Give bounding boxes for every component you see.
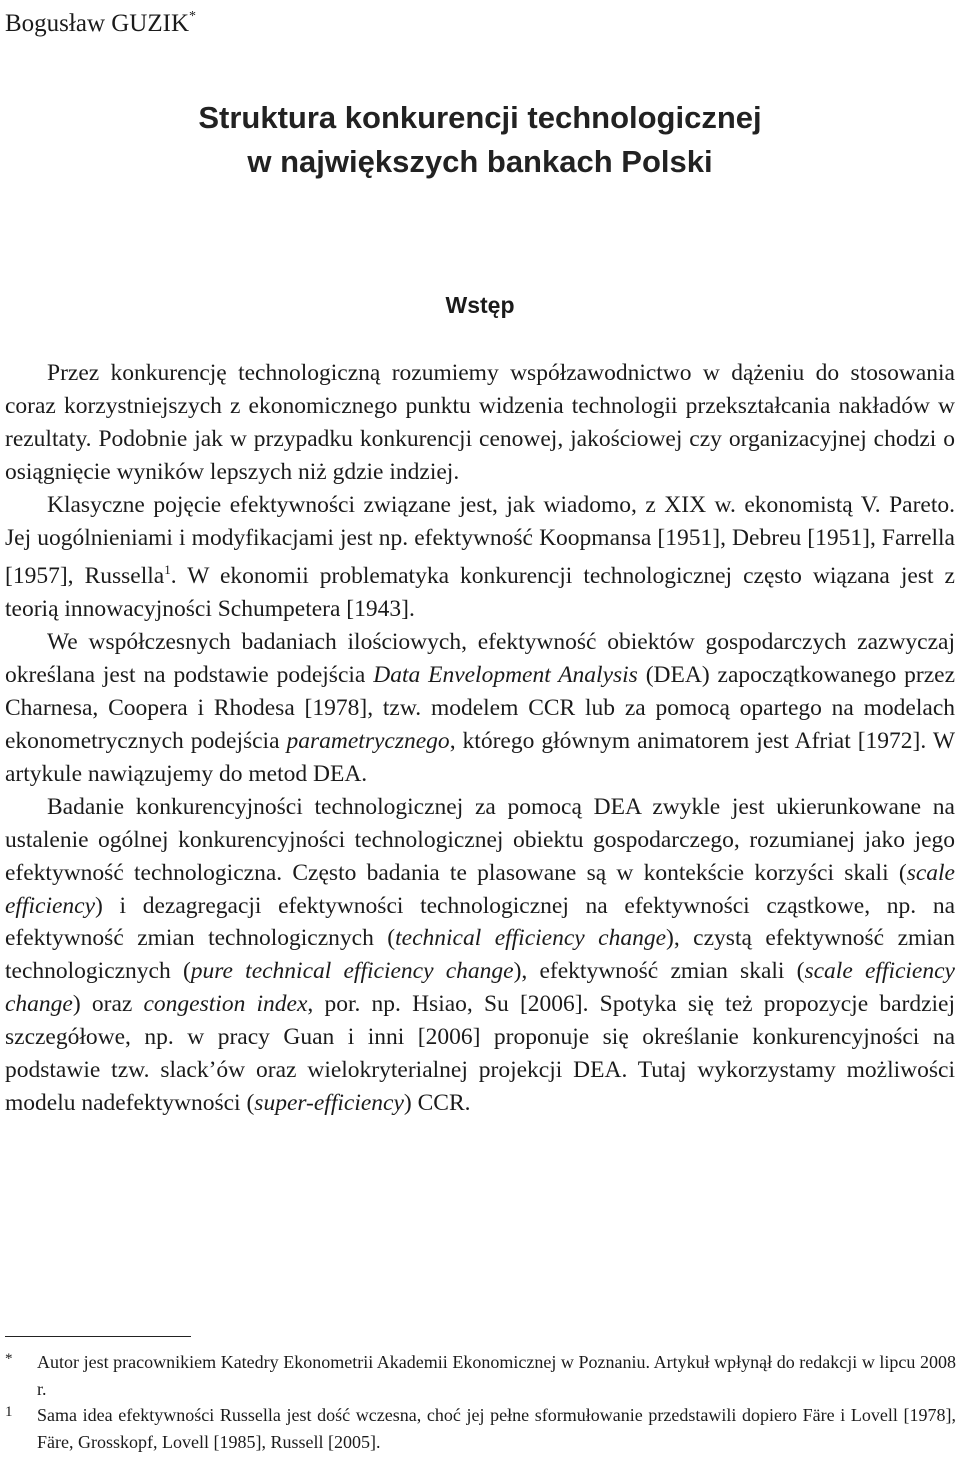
paragraph-3: [5, 626, 955, 791]
paragraph-4-text-f: , por. np. Hsiao, Su [2006]. Spotyka się też propozycje bardziej szczegółowe, np. w pracy Guan i inni [2006] proponuje się określanie konkurencyjności na podstawie tzw. slack’ów oraz wielokryterialnej projekcji DEA. Tutaj wykorzystamy możliwości modelu nadefektywności (: [5, 991, 955, 1116]
paragraph-4-italic-3: pure technical efficiency change: [190, 958, 514, 985]
footnotes: [5, 1349, 956, 1455]
footnote-mark: *: [5, 1351, 13, 1367]
author-footnote-mark: *: [189, 9, 197, 24]
paragraph-1: Przez konkurencję technologiczną rozumiemy współzawodnictwo w dążeniu do stosowania coraz korzystniejszych z ekonomicznego punktu widzenia technologii przekształcania nakładów w rezultaty. Podobnie jak w przypadku konkurencji cenowej, jakościowej czy organizacyjnej chodzi o osiągnięcie wyników lepszych niż gdzie indziej.: [5, 360, 955, 485]
paragraph-3-text-c: , którego głównym animatorem jest Afriat [1972]. W artykule nawiązujemy do metod DEA.: [5, 727, 956, 787]
paragraph-3-text-b: (DEA) zapoczątkowanego przez Charnesa, Coopera i Rhodesa [1978], tzw. modelem CCR lub za pomocą opartego na modelach ekonometrycznych podejścia: [5, 662, 956, 754]
paragraph-3-text-a: We współczesnych badaniach ilościowych, efektywność obiektów gospodarczych zazwyczaj określana jest na podstawie podejścia: [5, 629, 955, 689]
paragraph-4-text-c: ), czystą efektywność zmian technologicznych (: [5, 925, 955, 985]
paragraph-2-text-a: Klasyczne pojęcie efektywności związane jest, jak wiadomo, z XIX w. ekonomistą V. Pareto. Jej uogólnieniami i modyfikacjami jest np. efektywność Koopmansa [1951], Debreu [1951], Farrella [1957], Russella: [5, 491, 955, 590]
footnote-mark: 1: [5, 1404, 13, 1420]
article-title-line-2: w największych bankach Polski: [247, 144, 713, 179]
paragraph-4-italic-4: scale efficiency change: [5, 958, 955, 1018]
author-name: [5, 2, 196, 39]
paragraph-4-text-e: ) oraz: [72, 991, 144, 1018]
paragraph-4-italic-1: scale efficiency: [5, 859, 955, 919]
paragraph-2-text-b: . W ekonomii problematyka konkurencji technologicznej często wiązana jest z teorią innowacyjności Schumpetera [1943].: [5, 563, 955, 623]
footnote-text: Sama idea efektywności Russella jest dość wczesna, choć jej pełne sformułowanie przedstawili dopiero Färe i Lovell [1978], Färe, Grosskopf, Lovell [1985], Russell [2005].: [37, 1405, 956, 1452]
footnote-separator: [5, 1336, 191, 1337]
paragraph-4-text-b: ) i dezagregacji efektywności technologicznej na efektywności cząstkowe, np. na efektywność zmian technologicznych (: [5, 892, 955, 952]
article-title-line-1: Struktura konkurencji technologicznej: [198, 100, 762, 135]
paragraph-2: [5, 489, 955, 627]
paragraph-4-italic-5: congestion index: [143, 991, 308, 1018]
paragraph-4-text-a: Badanie konkurencyjności technologicznej za pomocą DEA zwykle jest ukierunkowane na ustalenie ogólnej konkurencyjności technologicznej obiektu gospodarczego, rozumianej jako jego efektywność technologiczna. Często badania te plasowane są w kontekście korzyści skali (: [5, 793, 955, 886]
paragraph-3-italic-2: parametrycznego: [286, 727, 450, 754]
paragraph-3-italic-1: Data Envelopment Analysis: [373, 662, 638, 689]
footnote-author: [5, 1349, 956, 1402]
paragraph-4: [5, 791, 955, 1120]
paragraph-4-text-g: ) CCR.: [403, 1089, 471, 1116]
footnote-text: Autor jest pracownikiem Katedry Ekonometrii Akademii Ekonomicznej w Poznaniu. Artykuł wpłynął do redakcji w lipcu 2008 r.: [37, 1352, 956, 1399]
paragraph-4-text-d: ), efektywność zmian skali (: [513, 958, 805, 985]
article-body: [5, 357, 955, 1120]
paragraph-4-italic-2: technical efficiency change: [395, 925, 667, 952]
section-heading: Wstęp: [445, 292, 515, 318]
article-title: [0, 96, 960, 184]
paragraph-4-italic-6: super-efficiency: [254, 1089, 404, 1116]
footnote-ref-1: 1: [164, 562, 171, 578]
footnote-1: [5, 1402, 956, 1455]
author-name-text: Bogusław GUZIK: [5, 10, 190, 37]
